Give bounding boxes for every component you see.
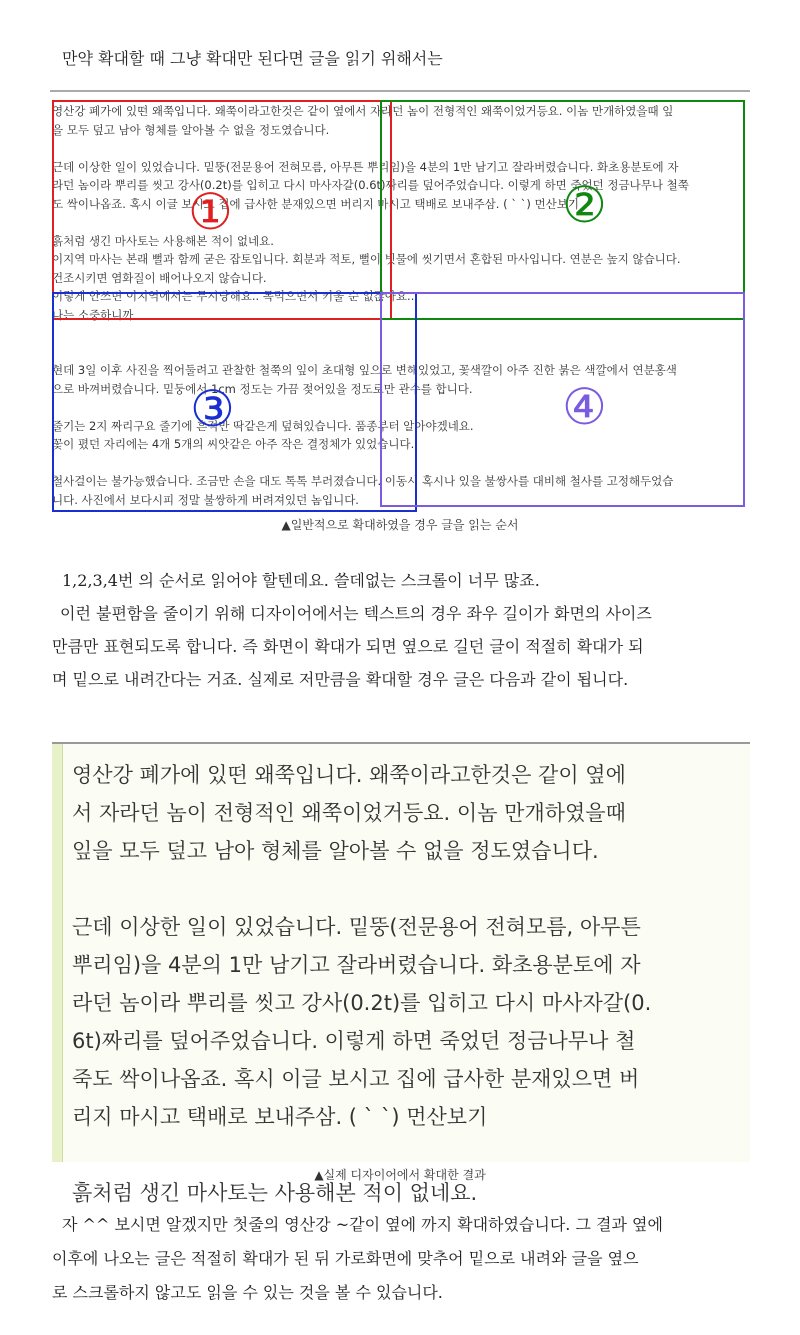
text-line: 이지역 마사는 본래 뻘과 함께 굳은 잡토입니다. 회분과 적토, 뻘이 빗물에 씻기면서 혼합된 마사입니다. 연분은 높지 않습니다. bbox=[52, 252, 681, 266]
text-line: 현데 3일 이후 사진을 찍어둘려고 관찰한 철쭉의 잎이 초대형 잎으로 변해있었고, 꽃색깔이 아주 진한 붉은 색깔에서 연분홍색 bbox=[52, 363, 677, 377]
text-line: 으로 바껴버렸습니다. 밑둥에서 1cm 정도는 가끔 젖어있을 정도로만 관수를 합니다. bbox=[52, 381, 473, 396]
text-line: 흙처럼 생긴 마사토는 사용해본 적이 없네요. bbox=[52, 233, 274, 248]
text-line: 잎을 모두 덮고 남아 형체를 알아볼 수 없을 정도였습니다. bbox=[72, 839, 599, 863]
text-line: 꽃이 폈던 자리에는 4개 5개의 씨앗같은 아주 작은 결정체가 있었습니다. bbox=[52, 437, 415, 451]
text-line: 철사걸이는 불가능했습니다. 조금만 손을 대도 톡톡 부러졌습니다. 이동시 혹시나 있을 불쌍사를 대비해 철사를 고정해두었습 bbox=[52, 474, 674, 488]
body-line: 로 스크롤하지 않고도 읽을 수 있는 것을 볼 수 있습니다. bbox=[52, 1283, 443, 1302]
screenshot-normal-zoom bbox=[50, 90, 750, 510]
caption-desire-zoom: ▲실제 디자이어에서 확대한 결과 bbox=[314, 1168, 486, 1182]
text-line: 죽도 싹이나옵죠. 혹시 이글 보시고 집에 급사한 분재있으면 버 bbox=[72, 1067, 640, 1091]
scroll-margin-bar bbox=[52, 744, 63, 1162]
body-line: 자 ^^ 보시면 알겠지만 첫줄의 영산강 ~같이 옆에 까지 확대하였습니다. 그 결과 옆에 bbox=[62, 1215, 663, 1234]
text-line bbox=[72, 870, 742, 908]
text-line: 니다. 사진에서 보다시피 정말 불쌍하게 버려져있던 놈입니다. bbox=[52, 492, 359, 507]
text-line: 을 모두 덮고 남아 형체를 알아볼 수 없을 정도였습니다. bbox=[52, 122, 330, 137]
text-line: 도 싹이나옵죠. 혹시 이글 보시고 집에 급사한 분재있으면 버리지 마시고 택배로 보내주삼. ( ` `) 먼산보기 bbox=[52, 196, 579, 211]
text-line: 근데 이상한 일이 있었습니다. 밑뚱(전문용어 전혀모름, 아무튼 bbox=[72, 915, 641, 939]
body-paragraph-2 bbox=[52, 1208, 752, 1310]
caption-normal-zoom: ▲일반적으로 확대하였을 경우 글을 읽는 순서 bbox=[281, 518, 519, 532]
text-line: 서 자라던 놈이 전형적인 왜쭉이었거등요. 이놈 만개하였을때 bbox=[72, 801, 626, 825]
text-line: 나는 소중하니까 bbox=[52, 307, 134, 322]
text-line: 영산강 폐가에 있떤 왜쭉입니다. 왜쭉이라고한것은 같이 옆에서 자라던 놈이 전형적인 왜쭉이었거등요. 이놈 만개하였을때 잎 bbox=[52, 104, 674, 118]
text-line: 이렇게 안쓰면 이지역에서는 무시당해요.. 목먹으면서 키울 순 없잖아요.. bbox=[52, 289, 415, 303]
text-line: 영산강 폐가에 있떤 왜쭉입니다. 왜쭉이라고한것은 같이 옆에 bbox=[72, 763, 626, 787]
body-line: 1,2,3,4번 의 순서로 읽어야 할텐데요. 쓸데없는 스크롤이 너무 많죠. bbox=[62, 571, 540, 590]
body-line: 며 밑으로 내려간다는 거죠. 실제로 저만큼을 확대할 경우 글은 다음과 같이 됩니다. bbox=[52, 670, 629, 689]
region-label-4: ④ bbox=[562, 378, 607, 436]
text-line: 줄기는 2지 짜리구요 줄기에 흔적만 딱같은게 덮혀있습니다. 품종부터 알아야겠네요. bbox=[52, 418, 474, 433]
body-line: 이후에 나오는 글은 적절히 확대가 된 뒤 가로화면에 맞추어 밑으로 내려와 글을 옆으 bbox=[52, 1249, 639, 1268]
region-label-1: ① bbox=[188, 183, 233, 241]
region-label-2: ② bbox=[562, 176, 607, 234]
text-line: 건조시키면 염화질이 배어나오지 않습니다. bbox=[52, 270, 267, 285]
text-line: 흙처럼 생긴 마사토는 사용해본 적이 없네요. bbox=[72, 1181, 478, 1205]
body-line: 이런 불편함을 줄이기 위해 디자이어에서는 텍스트의 경우 좌우 길이가 화면의 사이즈 bbox=[60, 604, 652, 623]
intro-paragraph: 만약 확대할 때 그냥 확대만 된다면 글을 읽기 위해서는 bbox=[62, 49, 443, 68]
text-line: 뿌리임)을 4분의 1만 남기고 잘라버렸습니다. 화초용분토에 자 bbox=[72, 953, 641, 977]
text-line: 6t)짜리를 덮어주었습니다. 이렇게 하면 죽었던 정금나무나 철 bbox=[72, 1029, 636, 1053]
body-paragraph-1 bbox=[52, 564, 752, 696]
text-line: 라던 놈이라 뿌리를 씻고 강사(0.2t)를 입히고 다시 마사자갈(0. bbox=[72, 991, 652, 1015]
text-line: 근데 이상한 일이 있었습니다. 밑뚱(전문용어 전혀모름, 아무튼 뿌리임)을 4분의 1만 남기고 잘라버렸습니다. 화초용분토에 자 bbox=[52, 159, 679, 174]
body-line: 만큼만 표현되도록 합니다. 즉 화면이 확대가 되면 옆으로 길던 글이 적절히 확대가 되 bbox=[52, 637, 644, 656]
text-line: 리지 마시고 택배로 보내주삼. ( ` `) 먼산보기 bbox=[72, 1105, 488, 1129]
screenshot-zoomed-text bbox=[72, 756, 742, 1212]
region-label-3: ③ bbox=[190, 380, 235, 438]
text-line: 라던 놈이라 뿌리를 씻고 강사(0.2t)를 입히고 다시 마사자갈(0.6t)짜리를 덮어주었습니다. 이렇게 하면 죽었던 정금나무나 철쭉 bbox=[52, 178, 689, 192]
